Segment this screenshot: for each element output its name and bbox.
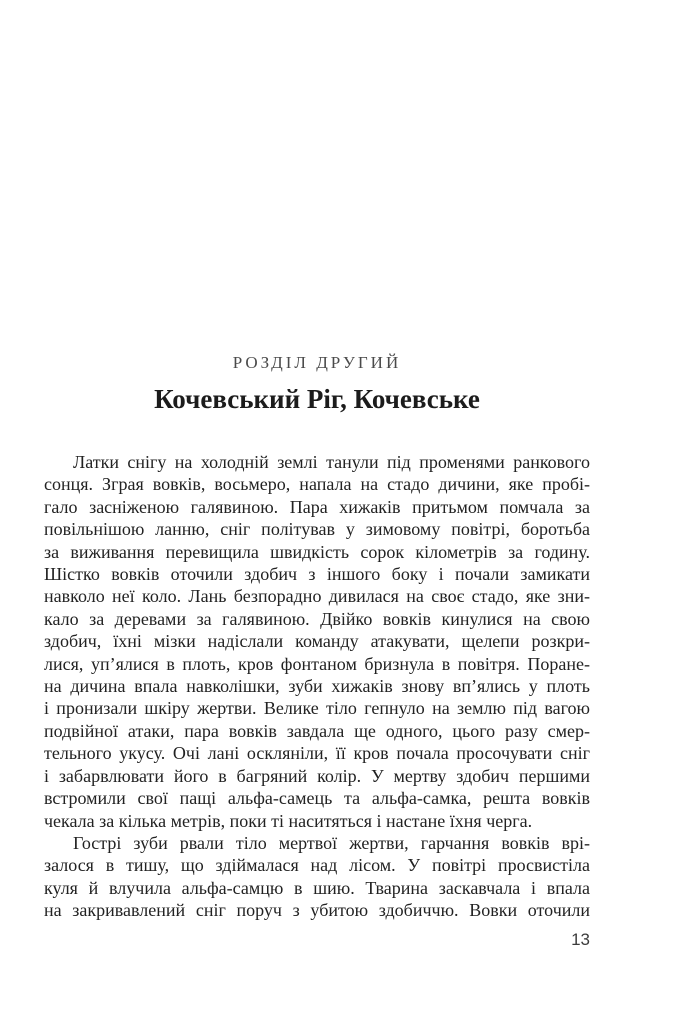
page-number: 13 [571,930,590,949]
text-line: Гострі зуби рвали тіло мертвої жертви, гарчання вовків врі- [73,832,590,853]
paragraph [44,832,590,922]
text-line: кало за деревами за галявиною. Двійко вовків кинулися на свою [44,608,590,629]
text-line: встромили свої пащі альфа-самець та альфа-самка, решта вовків [44,788,590,809]
paragraph [44,451,590,832]
text-line: лися, уп’ялися в плоть, кров фонтаном бризнула в повітря. Поране- [44,653,590,674]
text-line: за виживання перевищила швидкість сорок кілометрів за годину. [44,541,590,562]
text-line: повільнішою ланню, сніг політував у зимовому повітрі, боротьба [44,519,590,540]
text-line: здобич, їхні мізки надіслали команду атакувати, щелепи розкри- [44,631,590,652]
text-line: залося в тишу, що здіймалася над лісом. У повітрі просвистіла [44,855,590,876]
body-text [44,451,590,922]
text-line: на дичина впала навколішки, зуби хижаків знову вп’ялись у плоть [44,676,590,697]
text-line: гало засніженою галявиною. Пара хижаків притьмом помчала за [44,496,590,517]
text-line: і забарвлювати його в багряний колір. У мертву здобич першими [44,765,590,786]
chapter-title: Кочевський Ріг, Кочевське [154,384,480,414]
text-line: тельного укусу. Очі лані оскляніли, її кров почала просочувати сніг [44,743,590,764]
text-line: сонця. Зграя вовків, восьмеро, напала на стадо дичини, яке пробі- [44,474,590,495]
text-line: на закривавлений сніг поруч з убитою здобиччю. Вовки оточили [44,900,590,921]
text-line: Латки снігу на холодній землі танули під променями ранкового [73,452,590,472]
text-line: подвійної атаки, пара вовків завдала ще одного, цього разу смер- [44,720,590,741]
chapter-label: РОЗДІЛ ДРУГИЙ [232,353,402,372]
text-line: навколо неї коло. Лань безпорадно дивилася на своє стадо, яке зни- [44,586,590,607]
text-line: і пронизали шкіру жертви. Велике тіло гепнуло на землю під вагою [44,698,590,719]
text-line: Шістко вовків оточили здобич з іншого боку і почали замикати [44,564,590,585]
text-line: куля й влучила альфа-самцю в шию. Тварина заскавчала і впала [44,877,590,898]
text-line: чекала за кілька метрів, поки ті наситяться і настане їхня черга. [44,810,533,831]
